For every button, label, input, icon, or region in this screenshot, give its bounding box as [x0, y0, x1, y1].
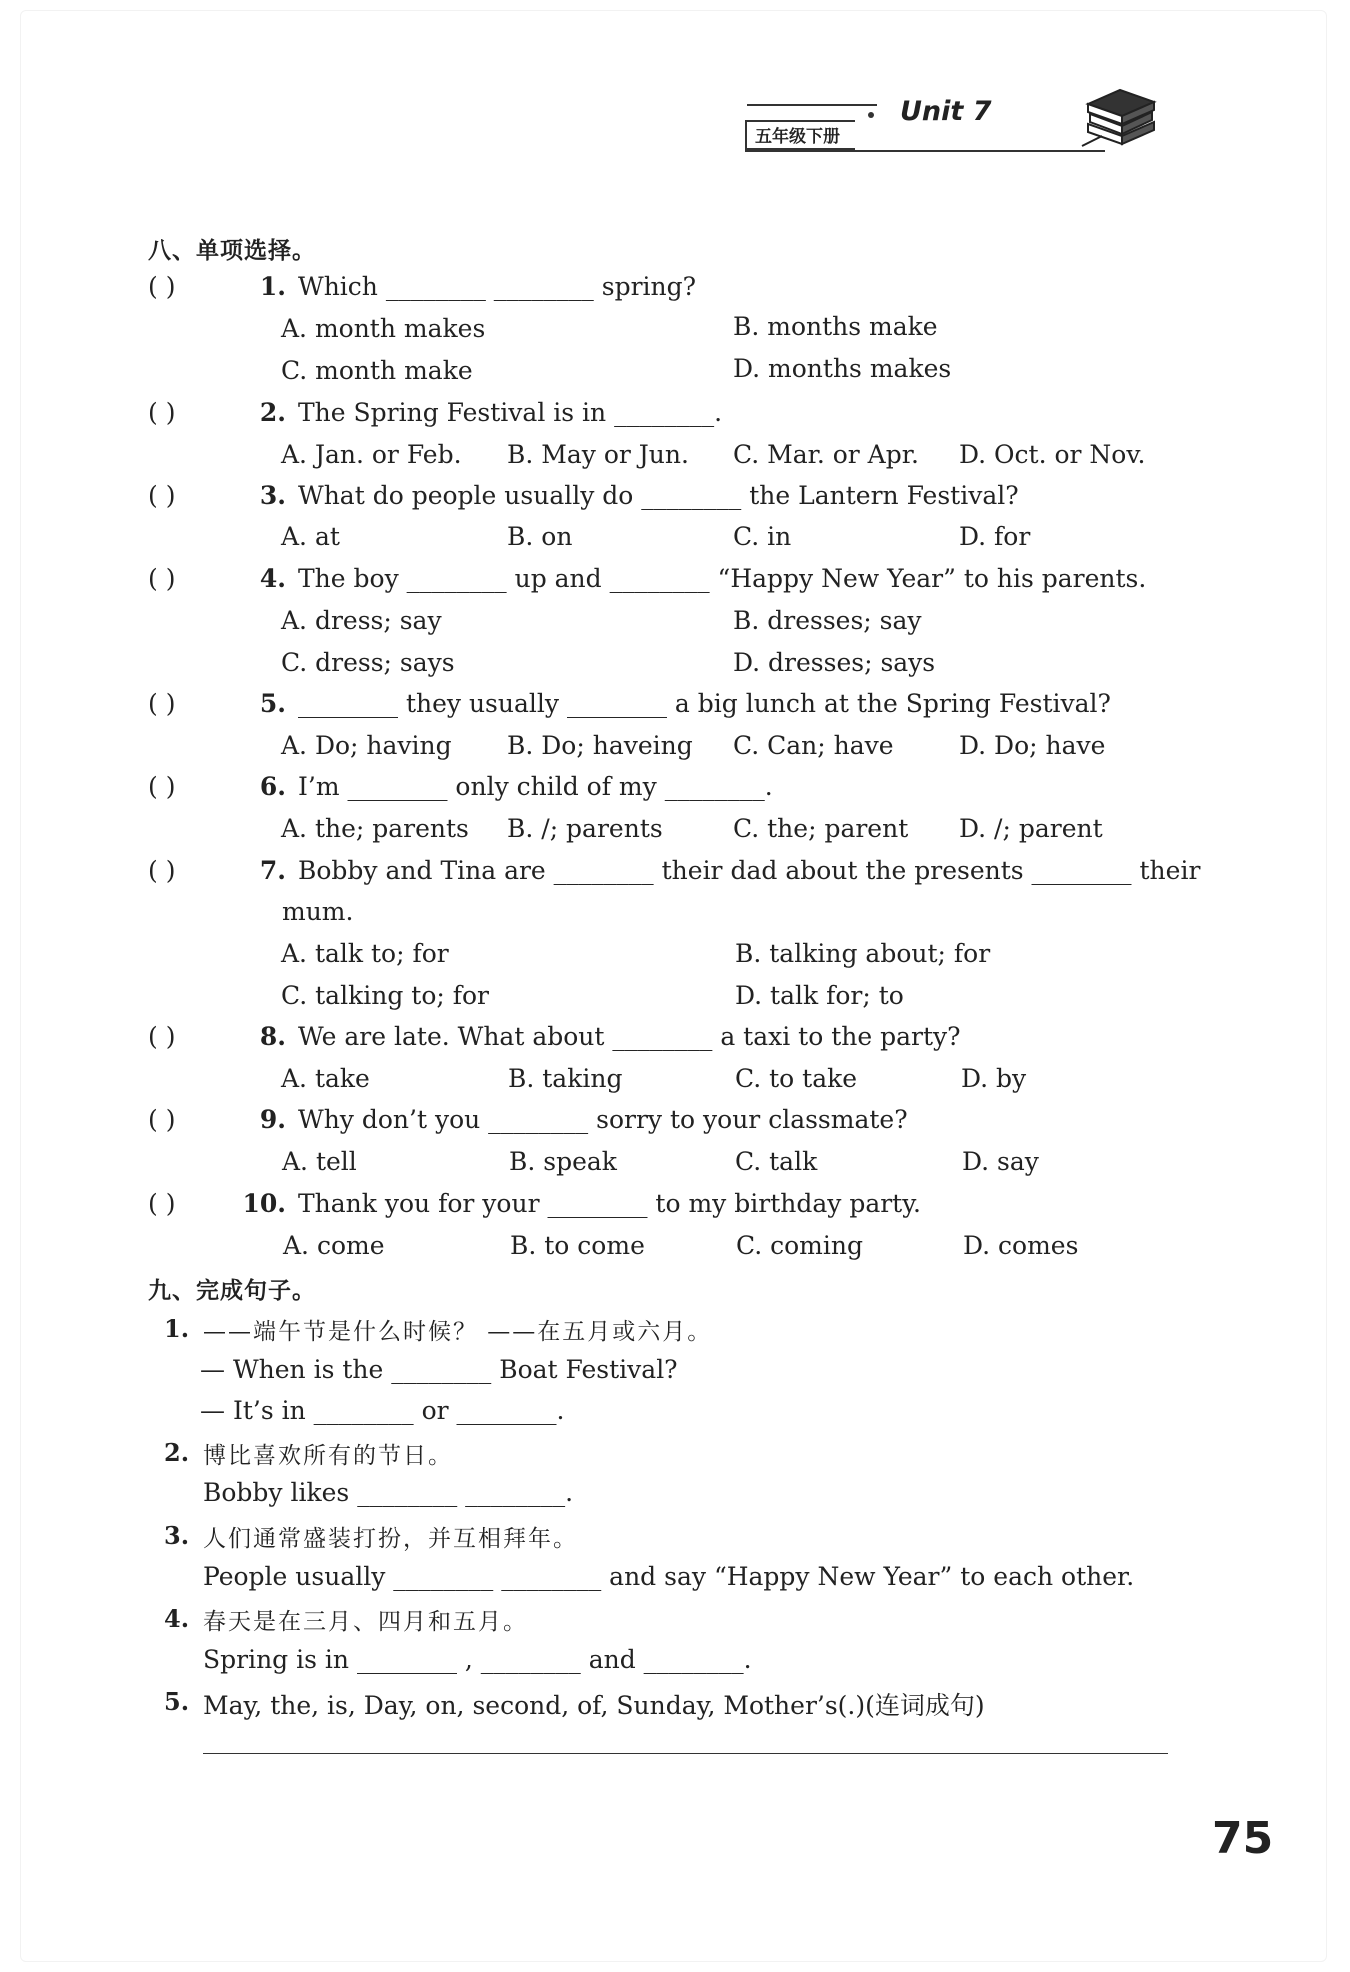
question-10	[148, 1189, 921, 1218]
grade-label: 五年级下册	[745, 120, 855, 150]
item-number: 3.	[164, 1521, 190, 1550]
answer-line[interactable]	[203, 1753, 1168, 1754]
books-icon	[1080, 84, 1160, 154]
english-sentence: Spring is in ________ , ________ and ________.	[203, 1645, 752, 1674]
question-4	[148, 564, 1146, 593]
option-c: C. the; parent	[733, 814, 909, 843]
option-c: C. dress; says	[281, 648, 455, 677]
answer-bracket[interactable]: ( )	[148, 856, 176, 885]
answer-bracket[interactable]: ( )	[148, 772, 176, 801]
item-number: 5.	[164, 1687, 190, 1716]
option-d: D. /; parent	[959, 814, 1103, 843]
question-stem: The Spring Festival is in ________.	[298, 398, 723, 427]
word-list: May, the, is, Day, on, second, of, Sunday, Mother’s(.)(连词成句)	[203, 1691, 985, 1720]
option-a: A. dress; say	[281, 606, 442, 635]
header-rule	[745, 150, 1105, 152]
chinese-prompt: 博比喜欢所有的节日。	[203, 1443, 453, 1469]
question-number: 9.	[259, 1105, 286, 1134]
option-b: B. on	[507, 522, 573, 551]
option-c: C. in	[733, 522, 792, 551]
answer-bracket[interactable]: ( )	[148, 398, 176, 427]
option-a: A. Jan. or Feb.	[281, 440, 462, 469]
section-9-title: 九、完成句子。	[148, 1278, 316, 1304]
page-header	[740, 84, 1180, 164]
chinese-prompt: ——端午节是什么时候？ ——在五月或六月。	[203, 1319, 713, 1345]
item-number: 1.	[164, 1314, 190, 1343]
question-stem: I’m ________ only child of my ________.	[298, 772, 773, 801]
item-number: 2.	[164, 1438, 190, 1467]
question-stem: Which ________ ________ spring?	[298, 272, 697, 301]
question-stem: Why don’t you ________ sorry to your classmate?	[298, 1105, 908, 1134]
option-d: D. talk for; to	[735, 981, 904, 1010]
question-number: 10.	[242, 1189, 286, 1218]
question-number: 8.	[259, 1022, 286, 1051]
option-c: C. coming	[736, 1231, 863, 1260]
unit-title: Unit 7	[900, 96, 992, 127]
option-a: A. Do; having	[281, 731, 452, 760]
option-b: B. to come	[510, 1231, 645, 1260]
question-stem: Bobby and Tina are ________ their dad about the presents ________ their	[298, 856, 1201, 885]
answer-bracket[interactable]: ( )	[148, 1189, 176, 1218]
option-b: B. dresses; say	[733, 606, 922, 635]
question-number: 3.	[259, 481, 286, 510]
option-d: D. Oct. or Nov.	[959, 440, 1146, 469]
section-8-title: 八、单项选择。	[148, 238, 316, 264]
question-number: 6.	[259, 772, 286, 801]
option-a: A. take	[281, 1064, 370, 1093]
question-7	[148, 856, 1200, 885]
option-c: C. Can; have	[733, 731, 894, 760]
option-b: B. Do; haveing	[507, 731, 693, 760]
option-a: A. talk to; for	[281, 939, 449, 968]
english-sentence: Bobby likes ________ ________.	[203, 1478, 574, 1507]
question-5	[148, 689, 1111, 718]
question-stem-continuation: mum.	[282, 897, 354, 926]
option-d: D. dresses; says	[733, 648, 936, 677]
question-number: 5.	[259, 689, 286, 718]
option-c: C. talking to; for	[281, 981, 489, 1010]
option-d: D. for	[959, 522, 1031, 551]
option-a: A. come	[283, 1231, 385, 1260]
english-sentence: People usually ________ ________ and say “Happy New Year” to each other.	[203, 1562, 1135, 1591]
question-number: 1.	[259, 272, 286, 301]
question-number: 4.	[259, 564, 286, 593]
chinese-prompt: 春天是在三月、四月和五月。	[203, 1609, 528, 1635]
question-stem: Thank you for your ________ to my birthday party.	[298, 1189, 921, 1218]
page-number: 75	[1212, 1813, 1274, 1864]
option-d: D. Do; have	[959, 731, 1106, 760]
question-1	[148, 272, 696, 301]
header-dot	[868, 112, 874, 118]
option-b: B. months make	[733, 312, 938, 341]
chinese-prompt: 人们通常盛装打扮，并互相拜年。	[203, 1526, 578, 1552]
answer-bracket[interactable]: ( )	[148, 564, 176, 593]
question-2	[148, 398, 722, 427]
option-a: A. at	[281, 522, 340, 551]
question-stem: The boy ________ up and ________ “Happy New Year” to his parents.	[298, 564, 1147, 593]
question-number: 2.	[259, 398, 286, 427]
option-d: D. say	[962, 1147, 1039, 1176]
question-3	[148, 481, 1019, 510]
answer-bracket[interactable]: ( )	[148, 481, 176, 510]
option-c: C. month make	[281, 356, 473, 385]
option-d: D. comes	[963, 1231, 1079, 1260]
option-c: C. to take	[735, 1064, 858, 1093]
question-stem: ________ they usually ________ a big lunch at the Spring Festival?	[298, 689, 1111, 718]
option-a: A. tell	[282, 1147, 357, 1176]
english-sentence: — It’s in ________ or ________.	[200, 1396, 565, 1425]
question-number: 7.	[259, 856, 286, 885]
option-c: C. talk	[735, 1147, 818, 1176]
question-9	[148, 1105, 908, 1134]
option-d: D. by	[961, 1064, 1027, 1093]
question-6	[148, 772, 773, 801]
item-number: 4.	[164, 1604, 190, 1633]
question-8	[148, 1022, 961, 1051]
answer-bracket[interactable]: ( )	[148, 689, 176, 718]
option-b: B. May or Jun.	[507, 440, 689, 469]
option-a: A. the; parents	[281, 814, 469, 843]
option-b: B. speak	[509, 1147, 617, 1176]
answer-bracket[interactable]: ( )	[148, 1105, 176, 1134]
option-b: B. taking	[508, 1064, 623, 1093]
english-sentence: — When is the ________ Boat Festival?	[200, 1355, 678, 1384]
question-stem: What do people usually do ________ the Lantern Festival?	[298, 481, 1019, 510]
question-stem: We are late. What about ________ a taxi to the party?	[298, 1022, 961, 1051]
option-a: A. month makes	[281, 314, 486, 343]
option-b: B. /; parents	[507, 814, 663, 843]
option-d: D. months makes	[733, 354, 952, 383]
answer-bracket[interactable]: ( )	[148, 1022, 176, 1051]
option-c: C. Mar. or Apr.	[733, 440, 919, 469]
option-b: B. talking about; for	[735, 939, 991, 968]
answer-bracket[interactable]: ( )	[148, 272, 176, 301]
